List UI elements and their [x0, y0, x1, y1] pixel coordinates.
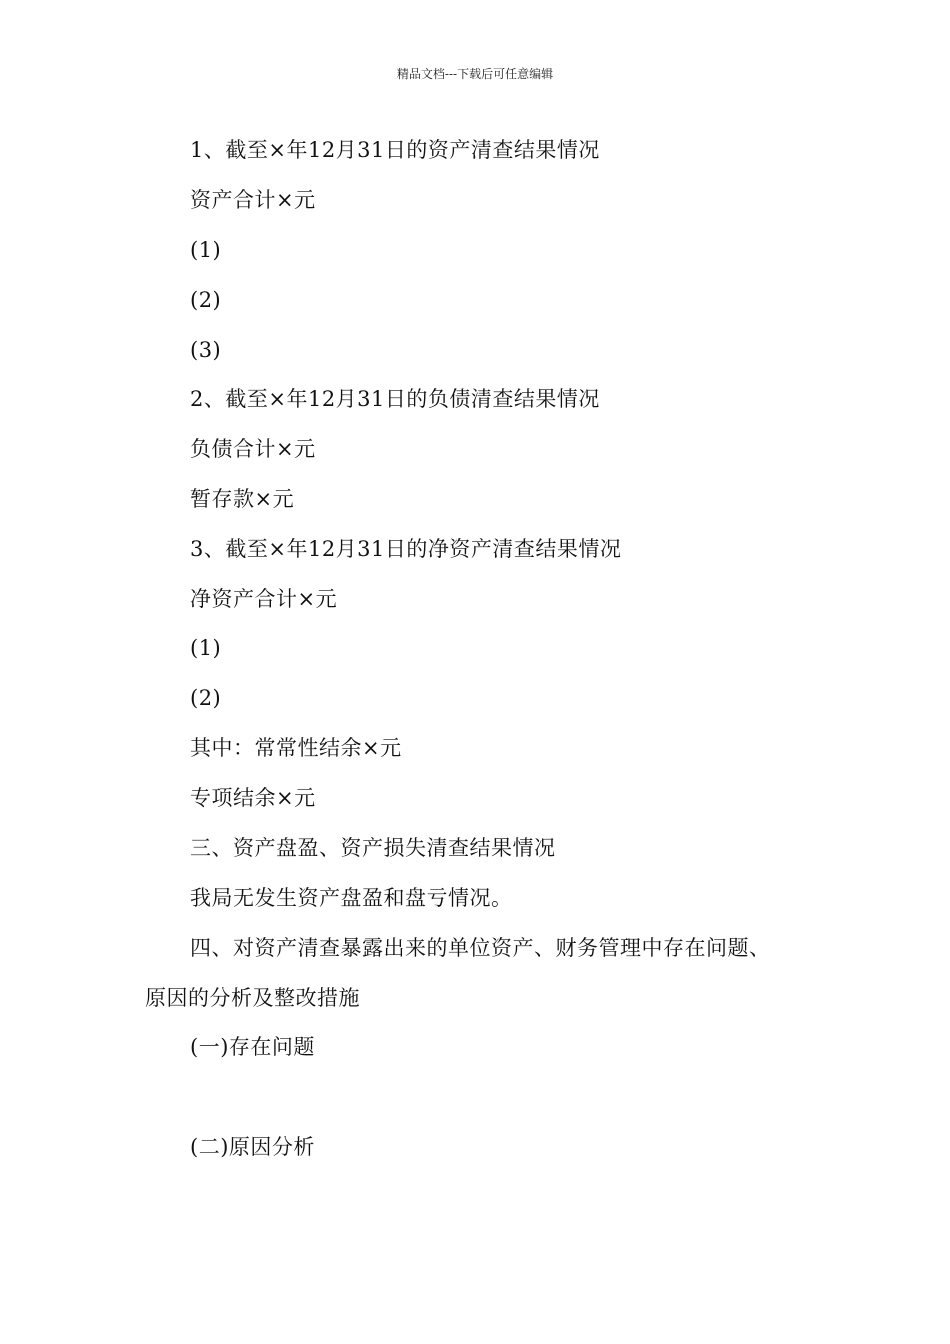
cause-analysis-heading: (二)原因分析 — [190, 1135, 315, 1159]
existing-problems-heading: (一)存在问题 — [190, 1035, 315, 1059]
liability-result-heading: 2、截至×年12月31日的负债清查结果情况 — [190, 387, 600, 411]
section-three-heading: 三、资产盘盈、资产损失清查结果情况 — [190, 836, 556, 860]
section-four-heading: 四、对资产清查暴露出来的单位资产、财务管理中存在问题、 — [190, 936, 771, 960]
liability-total-line: 负债合计×元 — [190, 437, 316, 461]
asset-item-2: (2) — [190, 288, 222, 312]
net-asset-total-line: 净资产合计×元 — [190, 587, 338, 611]
asset-result-heading: 1、截至×年12月31日的资产清查结果情况 — [190, 138, 600, 162]
recurring-balance-line: 其中：常常性结余×元 — [190, 736, 402, 760]
net-asset-item-1: (1) — [190, 636, 222, 660]
net-asset-result-heading: 3、截至×年12月31日的净资产清查结果情况 — [190, 537, 622, 561]
temporary-deposit-line: 暂存款×元 — [190, 487, 295, 511]
section-three-statement: 我局无发生资产盘盈和盘亏情况。 — [190, 886, 513, 910]
asset-item-1: (1) — [190, 238, 222, 262]
section-four-heading-continued: 原因的分析及整改措施 — [145, 986, 360, 1010]
special-balance-line: 专项结余×元 — [190, 786, 316, 810]
net-asset-item-2: (2) — [190, 686, 222, 710]
page-header: 精品文档---下载后可任意编辑 — [396, 67, 554, 81]
asset-total-line: 资产合计×元 — [190, 188, 316, 212]
asset-item-3: (3) — [190, 338, 222, 362]
